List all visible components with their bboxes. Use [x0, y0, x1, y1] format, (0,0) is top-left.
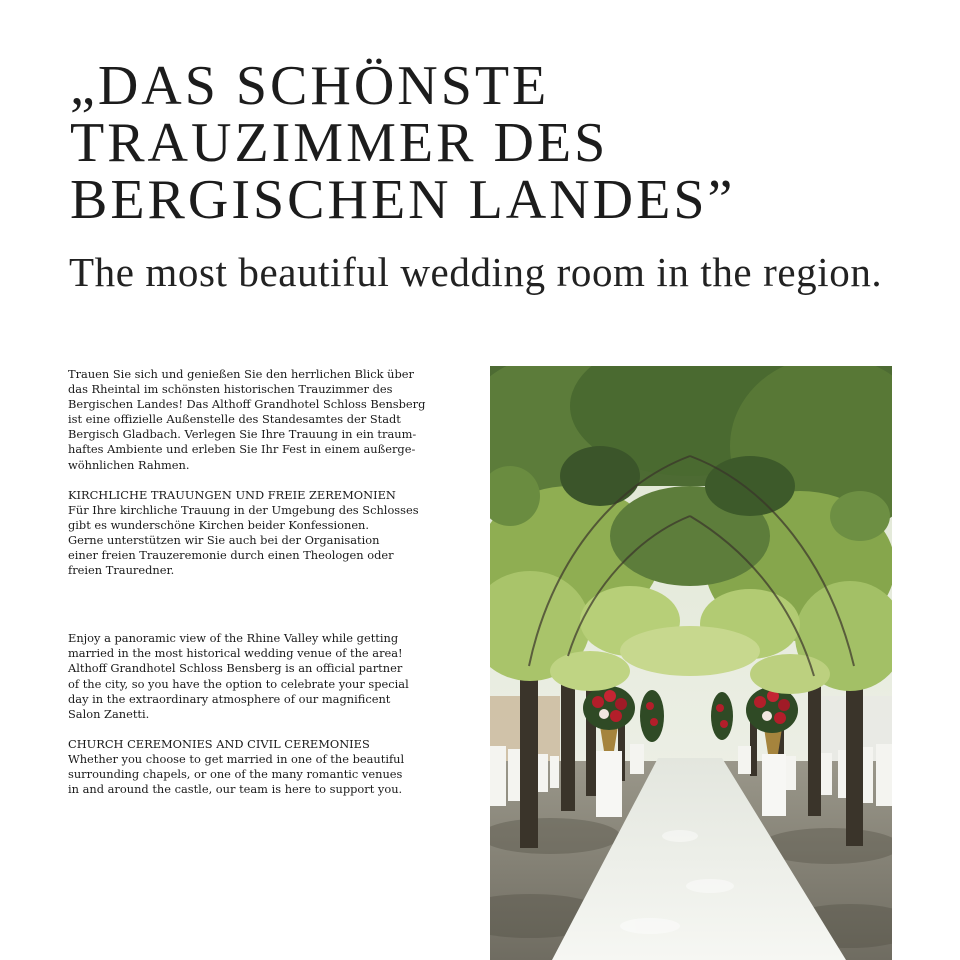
- text-line: freien Trauredner.: [68, 563, 175, 578]
- text-line: Enjoy a panoramic view of the Rhine Valley while getting: [68, 631, 399, 646]
- text-line: Trauen Sie sich und genießen Sie den herrlichen Blick über: [68, 367, 414, 381]
- german-section-paragraph: [68, 488, 478, 579]
- photo-illustration: [490, 366, 892, 960]
- wedding-aisle-photo: [490, 366, 892, 960]
- text-line: das Rheintal im schönsten historischen Trauzimmer des: [68, 382, 393, 397]
- text-line: wöhnlichen Rahmen.: [68, 457, 190, 472]
- english-section-paragraph: [68, 737, 478, 797]
- paragraph-spacer: [68, 722, 478, 737]
- headline-line: TRAUZIMMER DES: [70, 112, 609, 174]
- section-heading: CHURCH CEREMONIES AND CIVIL CEREMONIES: [68, 736, 370, 751]
- headline-line: „DAS SCHÖNSTE: [70, 55, 550, 117]
- text-line: day in the extraordinary atmosphere of our magnificent: [68, 691, 391, 706]
- text-line: in and around the castle, our team is here to support you.: [68, 782, 403, 797]
- text-line: Salon Zanetti.: [68, 706, 150, 721]
- text-line: Bergisch Gladbach. Verlegen Sie Ihre Trauung in ein traum-: [68, 427, 417, 442]
- text-line: gibt es wunderschöne Kirchen beider Konfessionen.: [68, 517, 370, 532]
- tree-canopy: [490, 366, 892, 694]
- text-line: Für Ihre kirchliche Trauung in der Umgebung des Schlosses: [68, 502, 419, 517]
- text-line: Bergischen Landes! Das Althoff Grandhotel Schloss Bensberg: [68, 397, 426, 412]
- text-line: married in the most historical wedding venue of the area!: [68, 646, 403, 661]
- section-heading: KIRCHLICHE TRAUUNGEN UND FREIE ZEREMONIEN: [68, 487, 396, 502]
- body-text-column: [68, 367, 478, 797]
- text-line: Whether you choose to get married in one of the beautiful: [68, 751, 405, 766]
- text-line: Gerne unterstützen wir Sie auch bei der Organisation: [68, 532, 380, 547]
- text-line: einer freien Trauzeremonie durch einen Theologen oder: [68, 548, 394, 563]
- english-intro-paragraph: [68, 631, 478, 722]
- headline-line: BERGISCHEN LANDES”: [70, 169, 736, 231]
- text-line: Althoff Grandhotel Schloss Bensberg is an official partner: [68, 661, 403, 676]
- text-line: haftes Ambiente und erleben Sie Ihr Fest in einem außerge-: [68, 442, 416, 457]
- german-intro-paragraph: [68, 367, 478, 473]
- subtitle: The most beautiful wedding room in the region.: [69, 249, 883, 295]
- headline: [70, 55, 850, 231]
- text-line: of the city, so you have the option to celebrate your special: [68, 676, 409, 691]
- paragraph-spacer: [68, 473, 478, 488]
- section-spacer: [68, 578, 478, 631]
- text-line: surrounding chapels, or one of the many romantic venues: [68, 766, 403, 781]
- text-line: ist eine offizielle Außenstelle des Standesamtes der Stadt: [68, 412, 401, 427]
